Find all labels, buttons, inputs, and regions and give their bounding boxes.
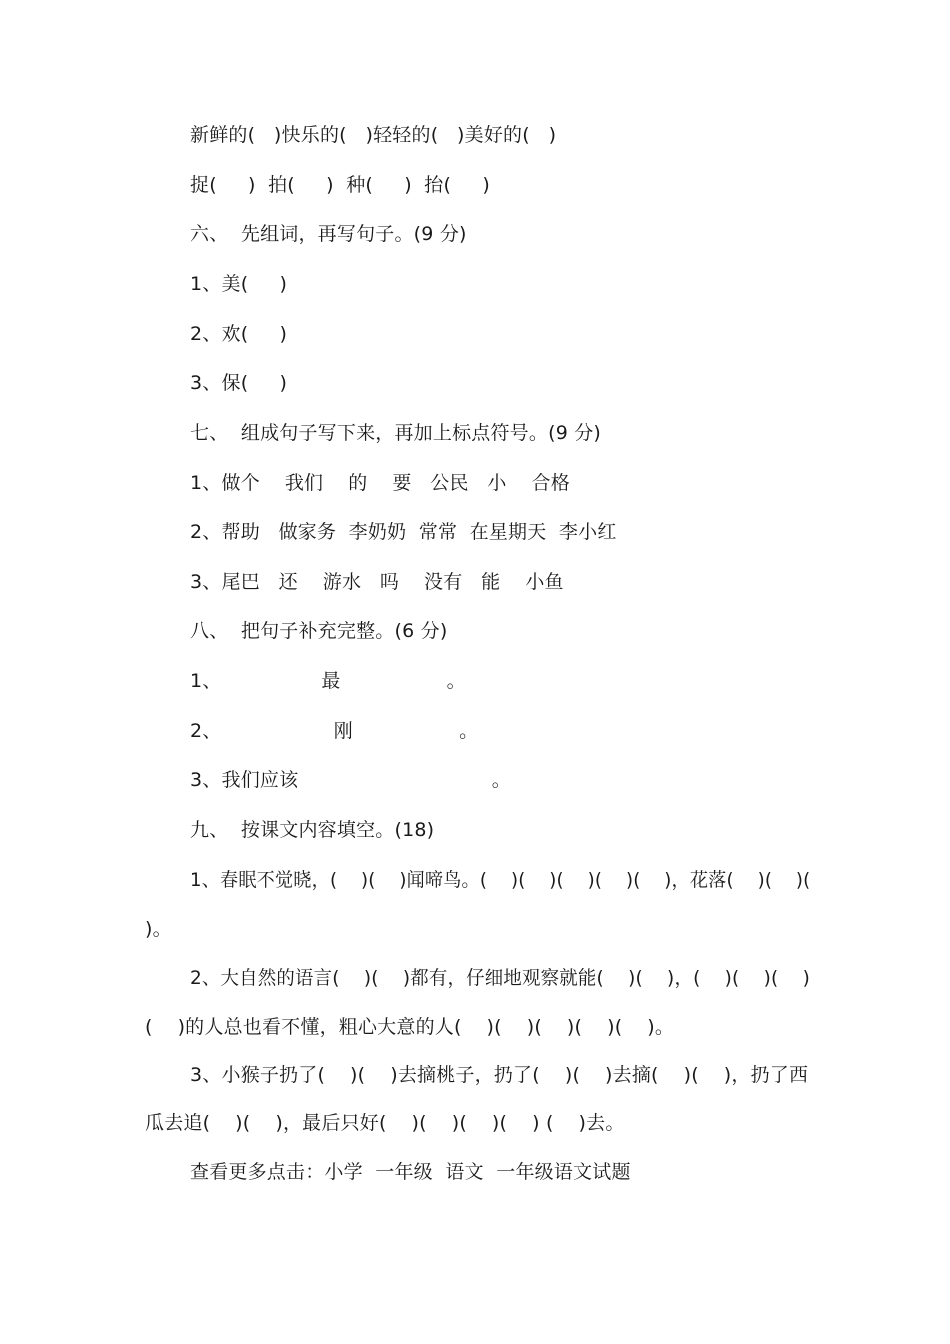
question-item: 2、帮助 做家务 李奶奶 常常 在星期天 李小红 xyxy=(190,521,617,543)
question-item: 3、我们应该 。 xyxy=(190,769,511,791)
fill-in-line-adjectives: 新鲜的( )快乐的( )轻轻的( )美好的( ) xyxy=(190,124,557,146)
question-item: 1、美( ) xyxy=(190,273,288,295)
section-heading-7: 七、 组成句子写下来，再加上标点符号。(9 分) xyxy=(190,422,602,444)
question-item: 2、大自然的语言( )( )都有，仔细地观察就能( )( )，( )( )( ) xyxy=(190,967,811,989)
question-item: 3、小猴子扔了( )( )去摘桃子，扔了( )( )去摘( )( )，扔了西 xyxy=(190,1064,809,1086)
question-item: 1、做个 我们 的 要 公民 小 合格 xyxy=(190,472,570,494)
question-item: 2、 刚 。 xyxy=(190,720,479,742)
section-heading-9: 九、 按课文内容填空。(18) xyxy=(190,819,435,841)
more-links-line: 查看更多点击：小学 一年级 语文 一年级语文试题 xyxy=(190,1161,631,1183)
section-heading-6: 六、 先组词，再写句子。(9 分) xyxy=(190,223,467,245)
question-item-continued: )。 xyxy=(145,918,172,940)
fill-in-line-verbs: 捉( ) 拍( ) 种( ) 抬( ) xyxy=(190,174,490,196)
question-item: 3、尾巴 还 游水 吗 没有 能 小鱼 xyxy=(190,571,564,593)
question-item: 3、保( ) xyxy=(190,372,288,394)
section-heading-8: 八、 把句子补充完整。(6 分) xyxy=(190,620,448,642)
question-item-continued: 瓜去追( )( )，最后只好( )( )( )( ) ( )去。 xyxy=(145,1112,625,1134)
question-item: 1、春眠不觉晓，( )( )闻啼鸟。( )( )( )( )( )，花落( )( )( xyxy=(190,869,811,891)
question-item-continued: ( )的人总也看不懂，粗心大意的人( )( )( )( )( )。 xyxy=(145,1016,675,1038)
question-item: 1、 最 。 xyxy=(190,670,466,692)
question-item: 2、欢( ) xyxy=(190,323,288,345)
